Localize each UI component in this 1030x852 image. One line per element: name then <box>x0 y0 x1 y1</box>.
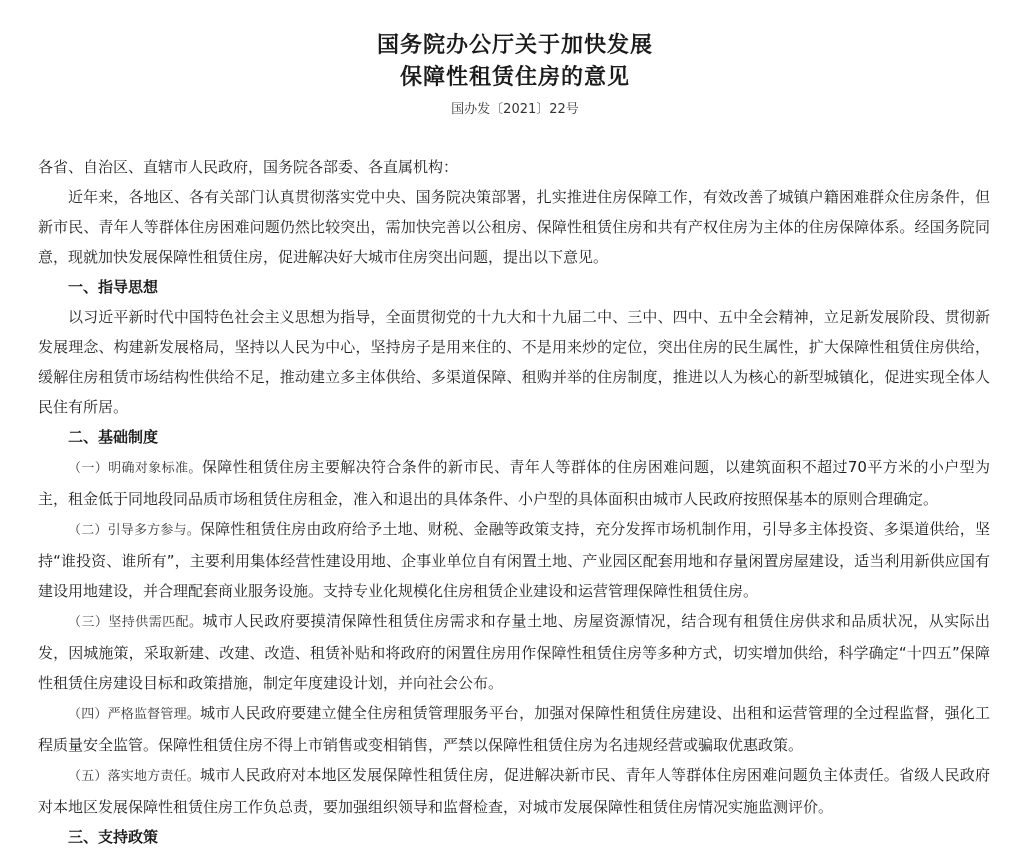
section-heading-guiding-ideology: 一、指导思想 <box>68 278 159 296</box>
document-title-line1: 国务院办公厅关于加快发展 <box>376 32 653 58</box>
clause-label: （四）严格监督管理。 <box>68 707 200 722</box>
clause-paragraph <box>38 514 990 606</box>
clause-paragraph <box>38 760 990 822</box>
document-title-line2: 保障性租赁住房的意见 <box>399 64 630 90</box>
document-body <box>38 152 990 852</box>
clause-text: 城市人民政府对本地区发展保障性租赁住房，促进解决新市民、青年人等群体住房困难问题负主体责任。省级人民政府对本地区发展保障性租赁住房工作负总责，要加强组织领导和监督检查，对城市发展保障性租赁住房情况实施监测评价。 <box>38 766 990 816</box>
salutation: 各省、自治区、直辖市人民政府，国务院各部委、各直属机构： <box>38 158 459 176</box>
section-heading-basic-system: 二、基础制度 <box>68 428 159 446</box>
clause-label: （二）引导多方参与。 <box>68 523 200 538</box>
clause-paragraph <box>38 698 990 760</box>
document-number: 国办发〔2021〕22号 <box>451 102 579 117</box>
section-paragraph-guiding-ideology: 以习近平新时代中国特色社会主义思想为指导，全面贯彻党的十九大和十九届二中、三中、四中、五中全会精神，立足新发展阶段、贯彻新发展理念、构建新发展格局，坚持以人民为中心，坚持房子是用来住的、不是用来炒的定位，突出住房的民生属性，扩大保障性租赁住房供给，缓解住房租赁市场结构性供给不足，推动建立多主体供给、多渠道保障、租购并举的住房制度，推进以人为核心的新型城镇化，促进实现全体人民住有所居。 <box>38 308 990 416</box>
clause-paragraph <box>38 452 990 514</box>
clause-text: 保障性租赁住房主要解决符合条件的新市民、青年人等群体的住房困难问题，以建筑面积不超过70平方米的小户型为主，租金低于同地段同品质市场租赁住房租金，准入和退出的具体条件、小户型的具体面积由城市人民政府按照保基本的原则合理确定。 <box>38 458 990 508</box>
clause-label: （五）落实地方责任。 <box>68 769 200 784</box>
clause-text: 城市人民政府要摸清保障性租赁住房需求和存量土地、房屋资源情况，结合现有租赁住房供求和品质状况，从实际出发，因城施策，采取新建、改建、改造、租赁补贴和将政府的闲置住房用作保障性租赁住房等多种方式，切实增加供给，科学确定“十四五”保障性租赁住房建设目标和政策措施，制定年度建设计划，并向社会公布。 <box>38 612 990 692</box>
clause-text: 城市人民政府要建立健全住房租赁管理服务平台，加强对保障性租赁住房建设、出租和运营管理的全过程监督，强化工程质量安全监管。保障性租赁住房不得上市销售或变相销售，严禁以保障性租赁住房为名违规经营或骗取优惠政策。 <box>38 704 990 754</box>
clause-label: （一）明确对象标准。 <box>68 461 202 476</box>
clause-label: （三）坚持供需匹配。 <box>68 615 203 630</box>
clause-paragraph <box>38 606 990 698</box>
section-heading-support-policies: 三、支持政策 <box>68 828 159 846</box>
intro-paragraph: 近年来，各地区、各有关部门认真贯彻落实党中央、国务院决策部署，扎实推进住房保障工作，有效改善了城镇户籍困难群众住房条件，但新市民、青年人等群体住房困难问题仍然比较突出，需加快完善以公租房、保障性租赁住房和共有产权住房为主体的住房保障体系。经国务院同意，现就加快发展保障性租赁住房，促进解决好大城市住房突出问题，提出以下意见。 <box>38 188 990 266</box>
clause-text: 保障性租赁住房由政府给予土地、财税、金融等政策支持，充分发挥市场机制作用，引导多主体投资、多渠道供给，坚持“谁投资、谁所有”，主要利用集体经营性建设用地、企事业单位自有闲置土地、产业园区配套用地和存量闲置房屋建设，适当利用新供应国有建设用地建设，并合理配套商业服务设施。支持专业化规模化住房租赁企业建设和运营管理保障性租赁住房。 <box>38 520 990 600</box>
